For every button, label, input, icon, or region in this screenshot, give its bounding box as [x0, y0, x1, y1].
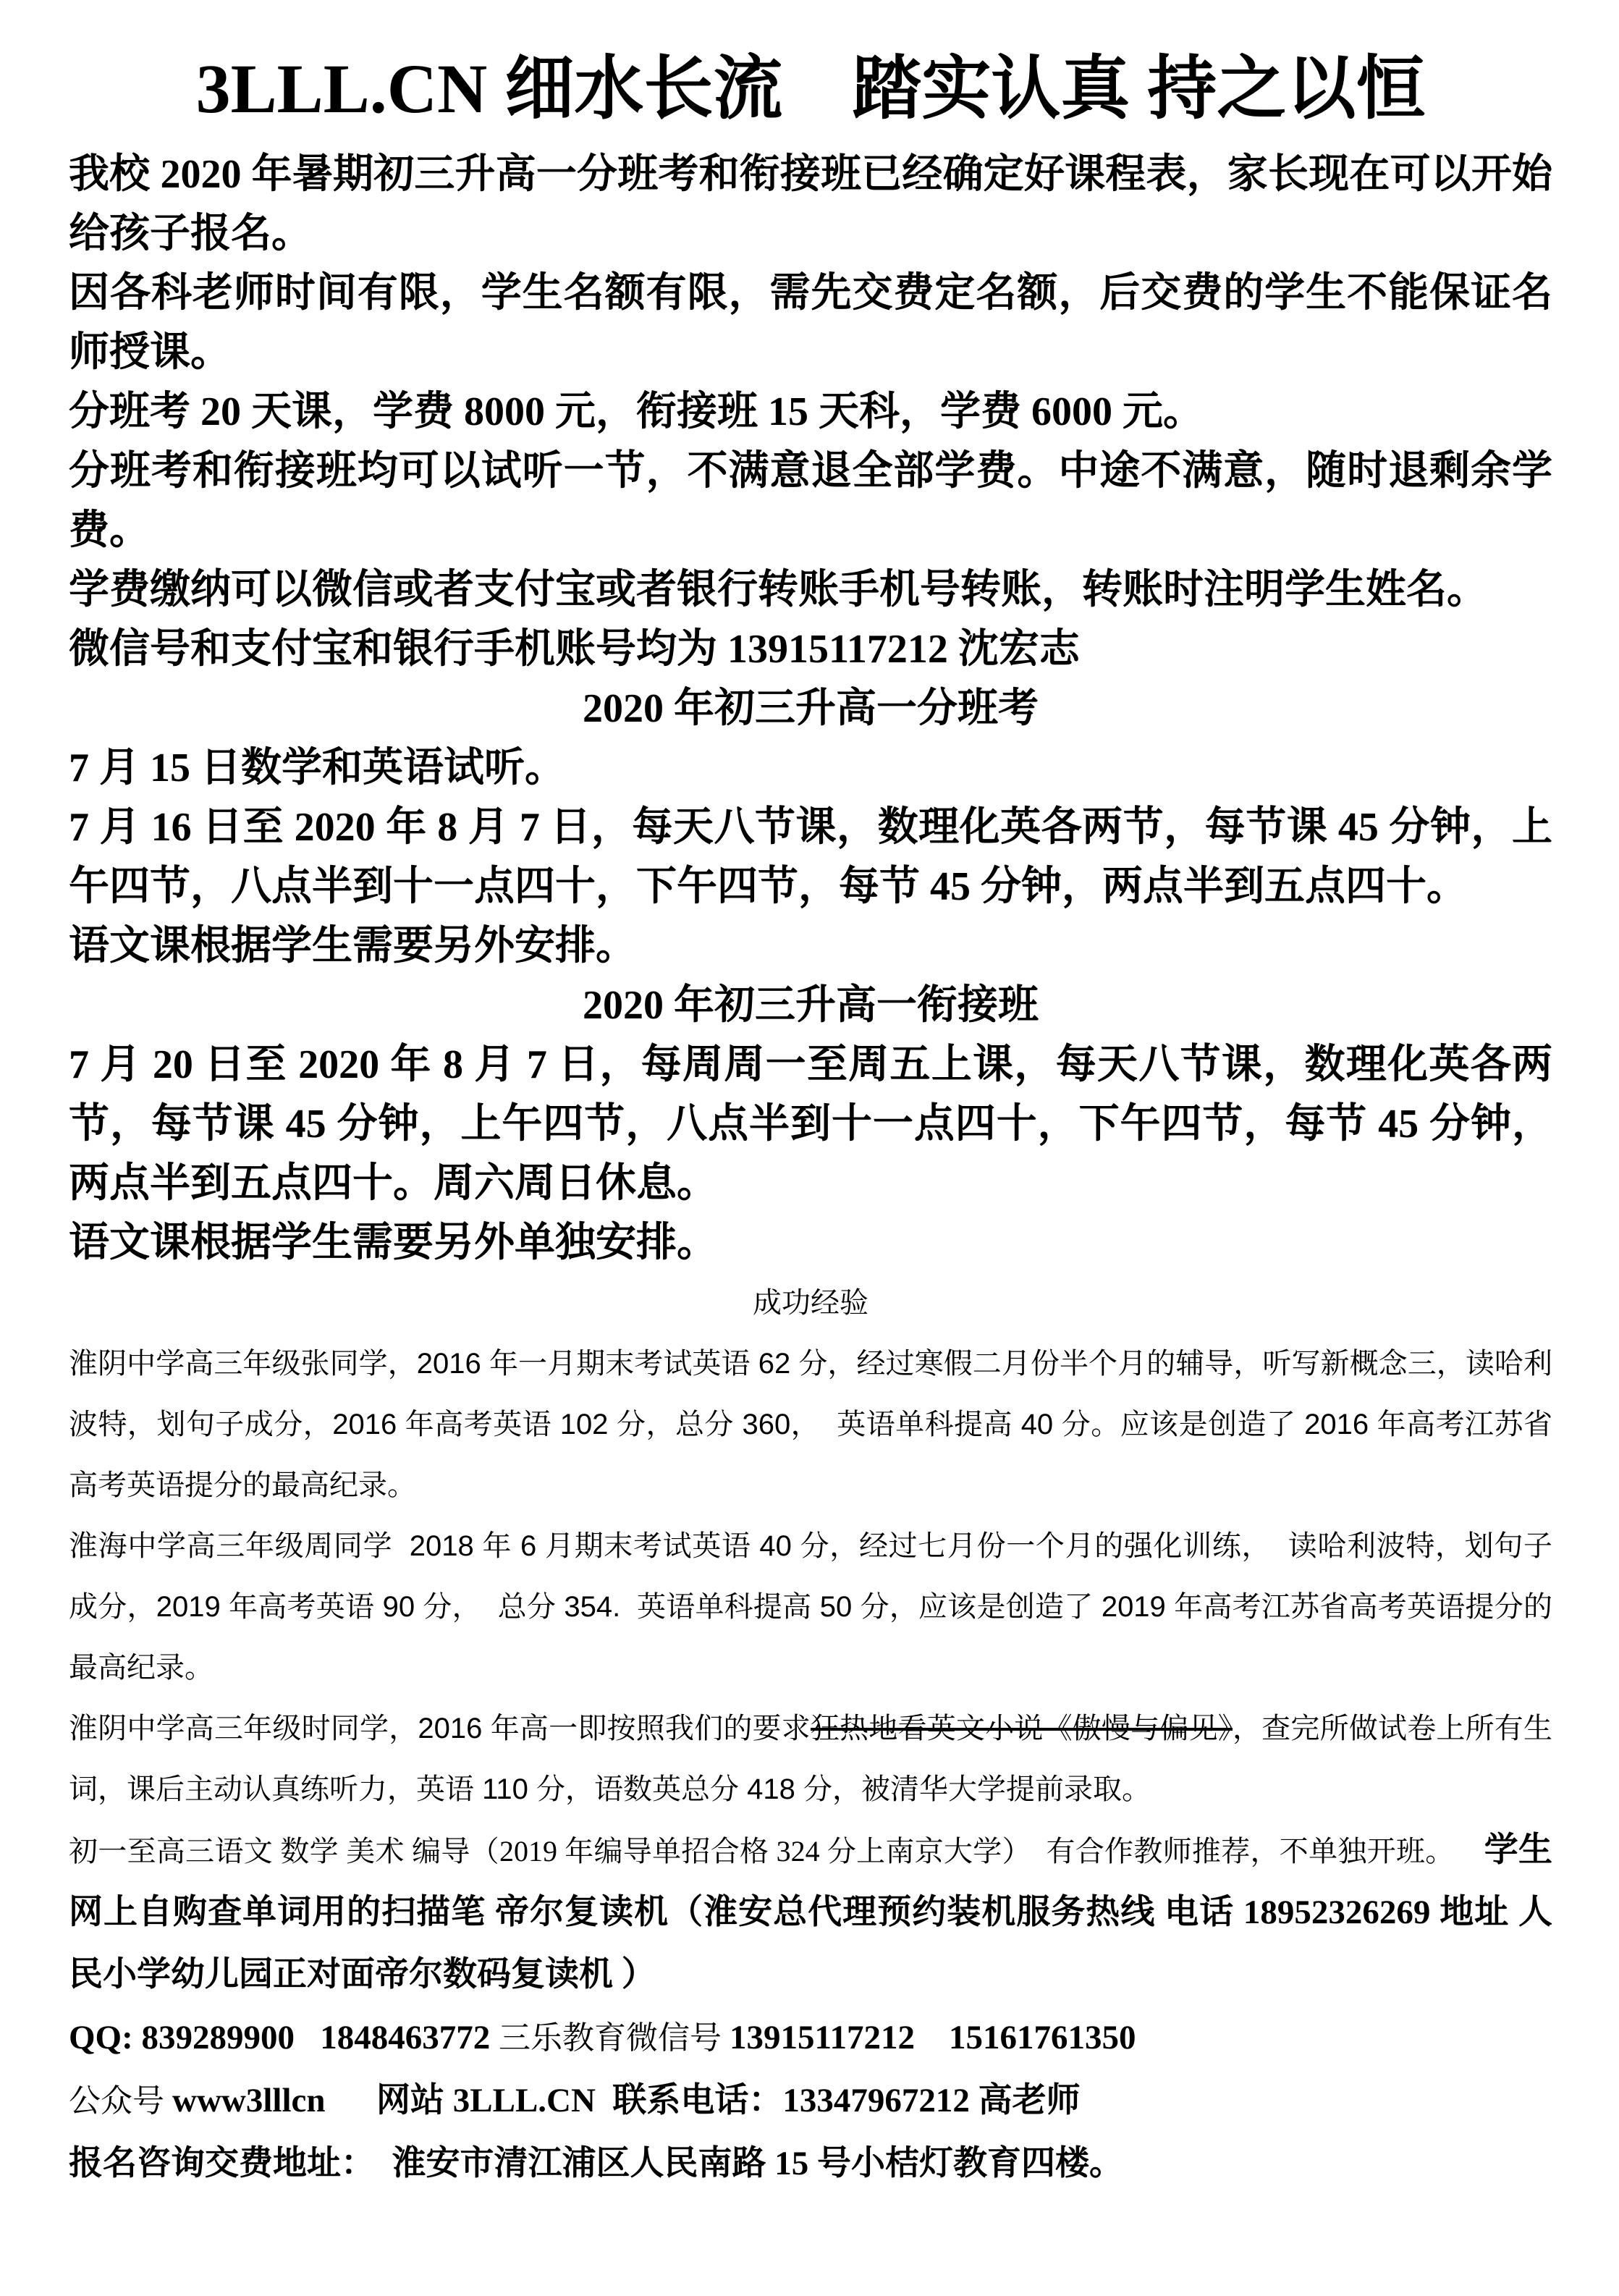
notice-paragraph-enrollment: 我校 2020 年暑期初三升高一分班考和衔接班已经确定好课程表，家长现在可以开始给孩子报名。	[69, 151, 1552, 256]
website-contact-line	[69, 2069, 1552, 2132]
success-section-heading: 成功经验	[753, 1286, 868, 1319]
wechat-phone-numbers: 13915117212 15161761350	[730, 2018, 1136, 2056]
wechat-account-label: 三乐教育微信号	[499, 2019, 730, 2056]
public-account-label: 公众号	[69, 2082, 172, 2119]
courses-regular-text: 初一至高三语文 数学 美术 编导（2019 年编导单招合格 324 分上南京大学） 有合作教师推荐，不单独开班。	[69, 1834, 1484, 1867]
exam-section-heading: 2020 年初三升高一分班考	[583, 685, 1039, 731]
qq-contact-line	[69, 2006, 1552, 2069]
notice-paragraph-payment: 学费缴纳可以微信或者支付宝或者银行转账手机号转账，转账时注明学生姓名。	[69, 567, 1487, 612]
bridge-chinese-note: 语文课根据学生需要另外单独安排。	[69, 1220, 717, 1265]
courses-and-products-line	[69, 1820, 1552, 2006]
success-story-zhou: 淮海中学高三年级周同学 2018 年 6 月期末考试英语 40 分，经过七月份一个月的强化训练， 读哈利波特，划句子成分，2019 年高考英语 90 分， 总分 354. 英语单科提高 50 分，应该是创造了 2019 年高考江苏省高考英语提分的最高纪录。	[69, 1529, 1552, 1684]
notice-paragraph-refund: 分班考和衔接班均可以试听一节，不满意退全部学费。中途不满意，随时退剩余学费。	[69, 448, 1552, 553]
success-story-shi	[69, 1698, 1552, 1820]
page-title: 3LLL.CN 细水长流 踏实认真 持之以恒	[195, 50, 1426, 127]
address-value: 淮安市清江浦区人民南路 15 号小桔灯教育四楼。	[392, 2144, 1123, 2182]
exam-chinese-note: 语文课根据学生需要另外安排。	[69, 923, 636, 968]
notice-paragraph-tuition: 分班考 20 天课，学费 8000 元，衔接班 15 天科，学费 6000 元。	[69, 389, 1204, 434]
qq-numbers: QQ: 839289900 1848463772	[69, 2018, 499, 2056]
address-label: 报名咨询交费地址：	[69, 2144, 392, 2182]
website-and-phone: www3lllcn 网站 3LLL.CN 联系电话：13347967212 高老师	[172, 2081, 1081, 2119]
scanner-pen-bold-text: 学生网上自购查单词用的扫描笔 帝尔复读机（淮安总代理预约装机服务热线 电话 18952326269 地址 人民小学幼儿园正对面帝尔数码复读机 ）	[69, 1831, 1553, 1993]
notice-paragraph-account: 微信号和支付宝和银行手机账号均为 13915117212 沈宏志	[69, 626, 1080, 672]
exam-schedule: 7 月 16 日至 2020 年 8 月 7 日，每天八节课，数理化英各两节，每节课 45 分钟，上午四节，八点半到十一点四十，下午四节，每节 45 分钟，两点半到五点四十。	[69, 804, 1552, 909]
story-shi-before: 淮阴中学高三年级时同学，2016 年高一即按照我们的要求	[69, 1712, 811, 1744]
exam-trial-date: 7 月 15 日数学和英语试听。	[69, 745, 565, 790]
story-shi-strikethrough-text: 狂热地看英文小说《傲慢与偏见》	[810, 1712, 1233, 1744]
address-line	[69, 2132, 1552, 2195]
notice-paragraph-quota: 因各科老师时间有限，学生名额有限，需先交费定名额，后交费的学生不能保证名师授课。	[69, 270, 1552, 375]
bridge-schedule: 7 月 20 日至 2020 年 8 月 7 日，每周周一至周五上课，每天八节课，数理化英各两节，每节课 45 分钟，上午四节，八点半到十一点四十，下午四节，每节 45 分钟，两点半到五点四十。周六周日休息。	[69, 1042, 1552, 1206]
bridge-section-heading: 2020 年初三升高一衔接班	[583, 982, 1039, 1028]
story-shi-after: ，查完所做试卷上所有生词，课后主动认真练听力，英语 110 分，语数英总分 418 分，被清华大学提前录取。	[69, 1712, 1553, 1805]
success-story-zhang: 淮阴中学高三年级张同学，2016 年一月期末考试英语 62 分，经过寒假二月份半个月的辅导，听写新概念三，读哈利波特，划句子成分，2016 年高考英语 102 分，总分 360， 英语单科提高 40 分。应该是创造了 2016 年高考江苏省高考英语提分的最高纪录。	[69, 1347, 1552, 1501]
